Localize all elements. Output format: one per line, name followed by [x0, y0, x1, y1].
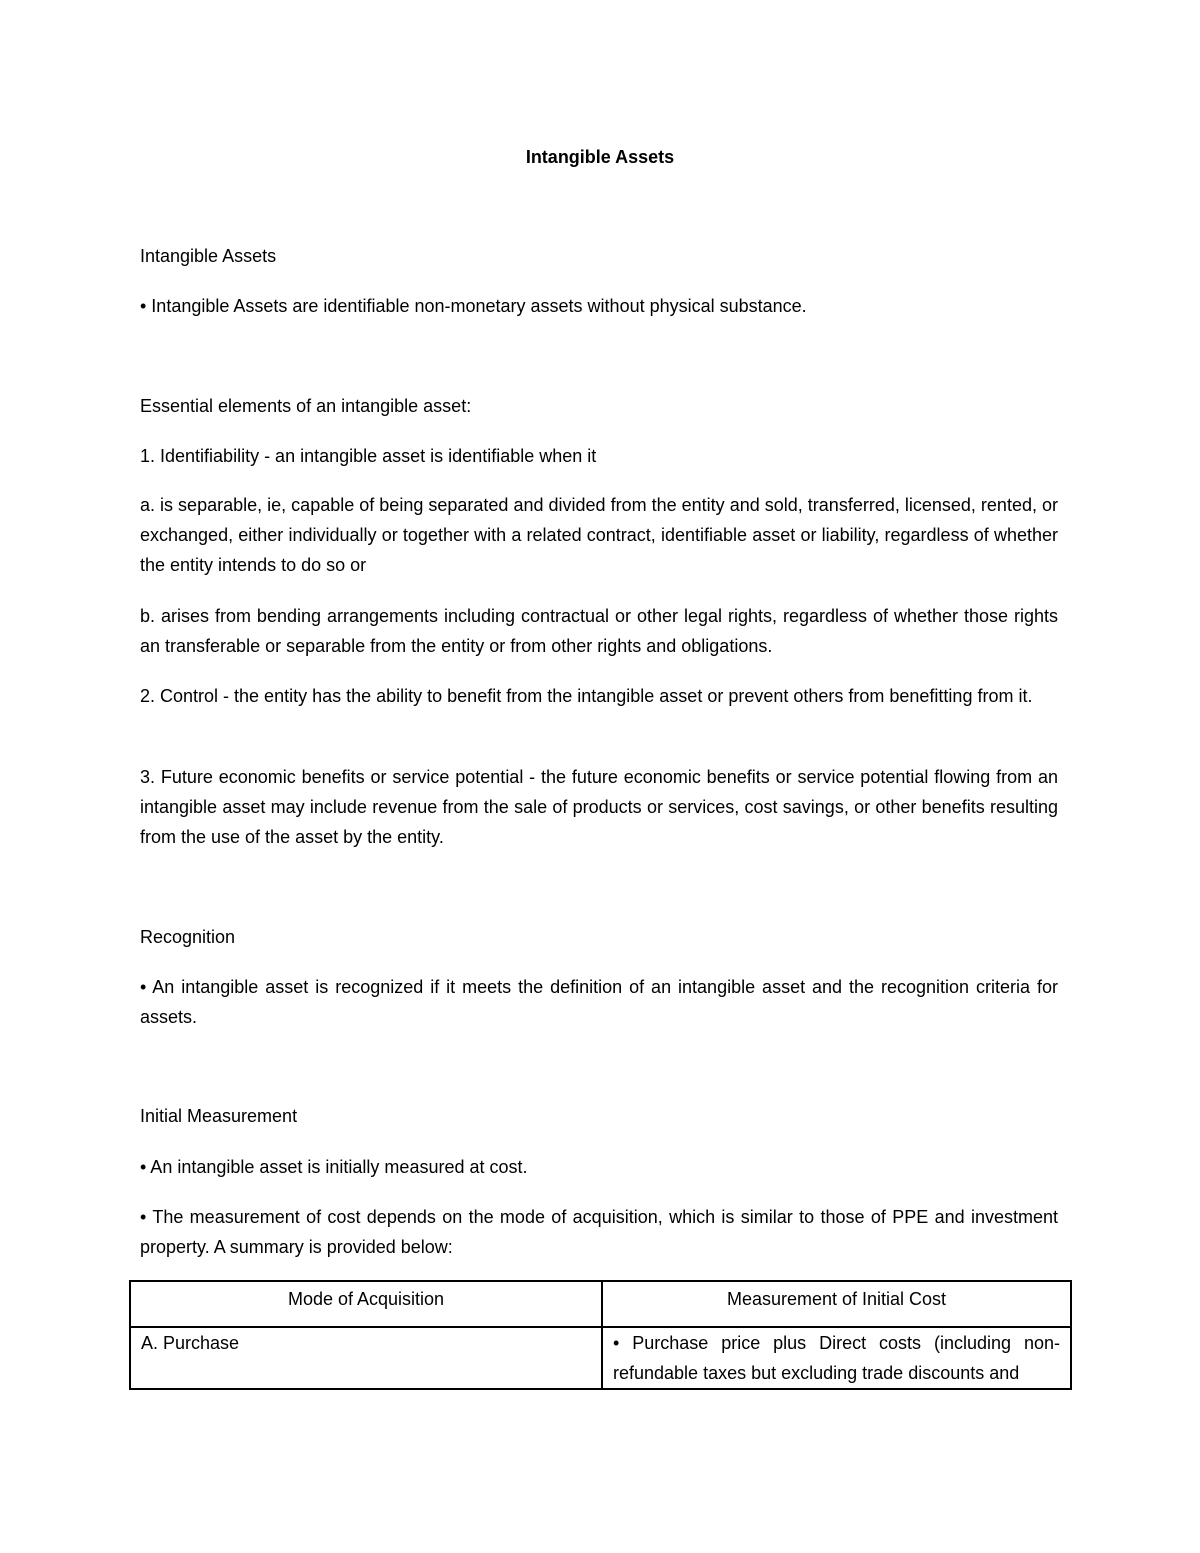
section-heading-initial-measurement: Initial Measurement [140, 1106, 298, 1126]
recognition-bullet: • An intangible asset is recognized if it meets the definition of an intangible asset and the recognition criteria for assets. [140, 977, 1058, 1027]
element-identifiability-b: b. arises from bending arrangements including contractual or other legal rights, regardless of whether those rights an transferable or separable from the entity or from other rights and obligations. [140, 606, 1058, 656]
section-heading-essential-elements: Essential elements of an intangible asset: [140, 396, 472, 416]
definition-bullet: • Intangible Assets are identifiable non-monetary assets without physical substance. [140, 296, 807, 316]
element-control: 2. Control - the entity has the ability to benefit from the intangible asset or prevent others from benefitting from it. [140, 686, 1033, 706]
element-identifiability: 1. Identifiability - an intangible asset is identifiable when it [140, 446, 597, 466]
table-header-row [130, 1281, 1071, 1327]
initial-measurement-bullet-2: • The measurement of cost depends on the mode of acquisition, which is similar to those of PPE and investment property. A summary is provided below: [140, 1207, 1058, 1257]
initial-measurement-bullet-1: • An intangible asset is initially measured at cost. [140, 1157, 528, 1177]
section-heading-recognition: Recognition [140, 927, 236, 947]
column-header-measurement: Measurement of Initial Cost [602, 1281, 1071, 1327]
acquisition-table [129, 1280, 1072, 1390]
section-heading-intangible-assets: Intangible Assets [140, 246, 277, 266]
document-title: Intangible Assets [525, 147, 675, 167]
table-cell-measurement: • Purchase price plus Direct costs (including non-refundable taxes but excluding trade discounts and [602, 1327, 1071, 1389]
element-identifiability-a: a. is separable, ie, capable of being separated and divided from the entity and sold, transferred, licensed, rented, or exchanged, either individually or together with a related contract, identifiable asset or liability, regardless of whether the entity intends to do so or [140, 495, 1058, 575]
element-future-benefits: 3. Future economic benefits or service potential - the future economic benefits or service potential flowing from an intangible asset may include revenue from the sale of products or services, cost savings, or other benefits resulting from the use of the asset by the entity. [140, 767, 1058, 847]
table-cell-mode: A. Purchase [130, 1327, 602, 1389]
table-row [130, 1327, 1071, 1389]
column-header-mode: Mode of Acquisition [130, 1281, 602, 1327]
